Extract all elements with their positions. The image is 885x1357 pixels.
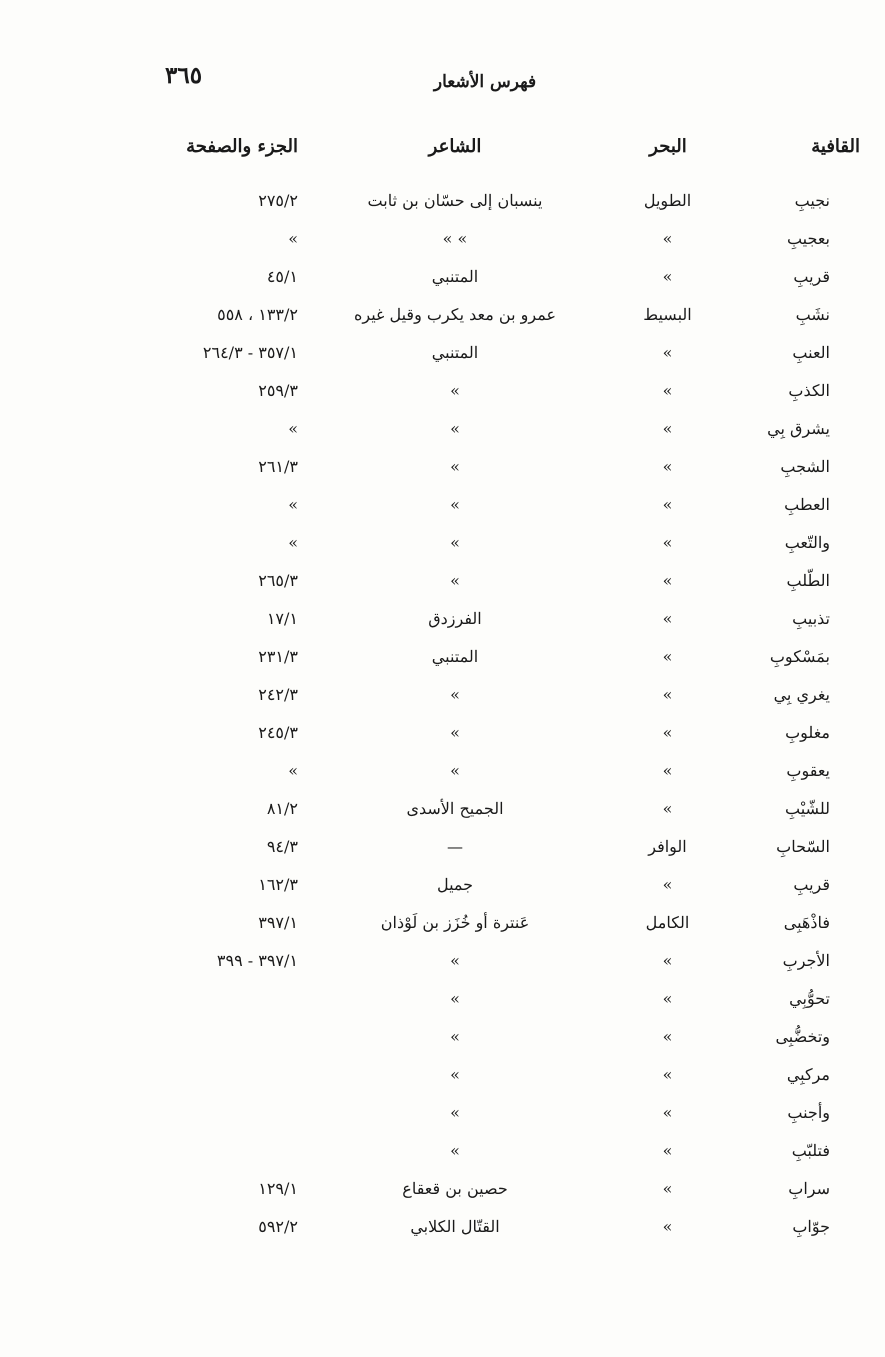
- reference-cell: »: [288, 495, 298, 514]
- poet-cell: »: [450, 723, 460, 742]
- meter-cell: »: [662, 951, 673, 970]
- table-row: [0, 262, 885, 300]
- poet-cell: »: [450, 761, 460, 780]
- table-row: [0, 718, 885, 756]
- rhyme-cell: الأجربِ: [782, 951, 830, 970]
- rhyme-cell: نشَبِ: [795, 305, 830, 324]
- table-row: [0, 680, 885, 718]
- table-row: [0, 566, 885, 604]
- poet-cell: ينسبان إلى حسّان بن ثابت: [367, 191, 543, 210]
- table-row: [0, 224, 885, 262]
- reference-cell: ٣٥٧/١ - ٢٦٤/٣: [202, 343, 298, 362]
- poet-cell: »: [450, 1027, 460, 1046]
- meter-cell: »: [662, 1065, 673, 1084]
- poet-cell: »: [450, 685, 460, 704]
- rhyme-cell: مغلوبِ: [785, 723, 830, 742]
- poetry-index-table: [0, 186, 885, 1250]
- poet-cell: المتنبي: [431, 267, 479, 286]
- rhyme-cell: جوّابِ: [792, 1217, 830, 1236]
- poet-cell: المتنبي: [431, 343, 479, 362]
- table-row: [0, 1136, 885, 1174]
- table-row: [0, 984, 885, 1022]
- table-row: [0, 1098, 885, 1136]
- meter-cell: »: [662, 723, 673, 742]
- page-number: ٣٦٥: [165, 62, 203, 89]
- rhyme-cell: الشجبِ: [780, 457, 830, 476]
- reference-cell: ٥٩٢/٢: [258, 1217, 298, 1236]
- meter-cell: »: [662, 685, 673, 704]
- reference-cell: ١٢٩/١: [258, 1179, 298, 1198]
- table-row: [0, 1022, 885, 1060]
- reference-cell: ٣٩٧/١ - ٣٩٩: [216, 951, 298, 970]
- rhyme-cell: قريبِ: [793, 875, 830, 894]
- meter-cell: »: [662, 1027, 673, 1046]
- table-row: [0, 186, 885, 224]
- meter-cell: »: [662, 989, 673, 1008]
- rhyme-cell: وأجنبِ: [787, 1103, 830, 1122]
- table-row: [0, 452, 885, 490]
- reference-cell: ٢٧٥/٢: [258, 191, 298, 210]
- meter-cell: »: [662, 343, 673, 362]
- rhyme-cell: مركبِي: [786, 1065, 830, 1084]
- meter-cell: »: [662, 609, 673, 628]
- meter-cell: البسيط: [643, 305, 692, 324]
- reference-cell: ١٧/١: [266, 609, 298, 628]
- meter-cell: »: [662, 1141, 673, 1160]
- meter-cell: »: [662, 1103, 673, 1122]
- meter-cell: »: [662, 533, 673, 552]
- poet-cell: »: [450, 381, 460, 400]
- column-header-reference: الجزء والصفحة: [186, 136, 298, 157]
- meter-cell: »: [662, 229, 673, 248]
- table-row: [0, 376, 885, 414]
- column-header-poet: الشاعر: [428, 136, 482, 157]
- poet-cell: —: [447, 837, 463, 856]
- rhyme-cell: العطبِ: [784, 495, 830, 514]
- poet-cell: القتّال الكلابي: [410, 1217, 500, 1236]
- poet-cell: »: [450, 457, 460, 476]
- rhyme-cell: تذبيبِ: [792, 609, 830, 628]
- poet-cell: »: [450, 951, 460, 970]
- rhyme-cell: قريبِ: [793, 267, 830, 286]
- rhyme-cell: يعقوبِ: [786, 761, 830, 780]
- rhyme-cell: وتخضُّبِى: [775, 1027, 830, 1046]
- reference-cell: ٢٦١/٣: [258, 457, 298, 476]
- rhyme-cell: فتلبّبِ: [791, 1141, 830, 1160]
- poet-cell: الجميح الأسدى: [406, 799, 504, 818]
- page-title: فهرس الأشعار: [433, 72, 537, 92]
- poet-cell: عمرو بن معد يكرب وقيل غيره: [353, 305, 556, 324]
- rhyme-cell: نجيبِ: [794, 191, 830, 210]
- rhyme-cell: سرابِ: [788, 1179, 830, 1198]
- reference-cell: ٢٤٥/٣: [258, 723, 298, 742]
- meter-cell: »: [662, 761, 673, 780]
- rhyme-cell: للشّيْبِ: [785, 799, 830, 818]
- meter-cell: »: [662, 1217, 673, 1236]
- poet-cell: »: [450, 1103, 460, 1122]
- table-row: [0, 946, 885, 984]
- table-row: [0, 756, 885, 794]
- meter-cell: »: [662, 1179, 673, 1198]
- poet-cell: » »: [442, 229, 468, 248]
- poet-cell: المتنبي: [431, 647, 479, 666]
- meter-cell: »: [662, 381, 673, 400]
- reference-cell: »: [288, 229, 298, 248]
- table-row: [0, 1174, 885, 1212]
- meter-cell: »: [662, 419, 673, 438]
- rhyme-cell: بعجيبِ: [786, 229, 830, 248]
- reference-cell: ٤٥/١: [266, 267, 298, 286]
- poet-cell: جميل: [436, 875, 474, 894]
- reference-cell: ٩٤/٣: [266, 837, 298, 856]
- rhyme-cell: يغري بِي: [773, 685, 830, 704]
- reference-cell: ١٦٢/٣: [258, 875, 298, 894]
- reference-cell: ١٣٣/٢ ، ٥٥٨: [217, 305, 298, 324]
- reference-cell: »: [288, 533, 298, 552]
- table-row: [0, 642, 885, 680]
- rhyme-cell: يشرق بِي: [767, 419, 830, 438]
- meter-cell: »: [662, 457, 673, 476]
- poet-cell: حصين بن قعقاع: [402, 1179, 508, 1198]
- rhyme-cell: والتّعبِ: [784, 533, 830, 552]
- rhyme-cell: بمَسْكوبِ: [769, 647, 830, 666]
- meter-cell: الكامل: [645, 913, 690, 932]
- meter-cell: »: [662, 875, 673, 894]
- rhyme-cell: فاذْهَبِى: [783, 913, 830, 932]
- table-row: [0, 414, 885, 452]
- poet-cell: »: [450, 533, 460, 552]
- meter-cell: »: [662, 647, 673, 666]
- table-row: [0, 300, 885, 338]
- poet-cell: »: [450, 1141, 460, 1160]
- table-row: [0, 1212, 885, 1250]
- rhyme-cell: السّحابِ: [776, 837, 830, 856]
- meter-cell: الطويل: [643, 191, 692, 210]
- reference-cell: ٢٦٥/٣: [258, 571, 298, 590]
- table-row: [0, 794, 885, 832]
- poet-cell: »: [450, 989, 460, 1008]
- meter-cell: »: [662, 267, 673, 286]
- rhyme-cell: الكذبِ: [788, 381, 830, 400]
- table-row: [0, 338, 885, 376]
- reference-cell: ٢٣١/٣: [258, 647, 298, 666]
- meter-cell: الوافر: [648, 837, 687, 856]
- poet-cell: »: [450, 571, 460, 590]
- poet-cell: »: [450, 419, 460, 438]
- poet-cell: »: [450, 1065, 460, 1084]
- column-header-bahr: البحر: [649, 136, 687, 157]
- poet-cell: عَنترة أو خُزَز بن لَوْذان: [380, 913, 530, 932]
- rhyme-cell: تحوُّبِي: [789, 989, 830, 1008]
- table-row: [0, 832, 885, 870]
- reference-cell: ٢٤٢/٣: [258, 685, 298, 704]
- meter-cell: »: [662, 495, 673, 514]
- table-row: [0, 1060, 885, 1098]
- meter-cell: »: [662, 799, 673, 818]
- column-header-qafiya: القافية: [811, 136, 860, 157]
- poet-cell: »: [450, 495, 460, 514]
- reference-cell: ٣٩٧/١: [258, 913, 298, 932]
- table-row: [0, 870, 885, 908]
- table-row: [0, 604, 885, 642]
- rhyme-cell: العنبِ: [792, 343, 830, 362]
- table-row: [0, 490, 885, 528]
- reference-cell: ٨١/٢: [266, 799, 298, 818]
- reference-cell: ٢٥٩/٣: [258, 381, 298, 400]
- table-row: [0, 528, 885, 566]
- poet-cell: الفرزدق: [428, 609, 482, 628]
- rhyme-cell: الطّلبِ: [786, 571, 830, 590]
- reference-cell: »: [288, 761, 298, 780]
- table-row: [0, 908, 885, 946]
- reference-cell: »: [288, 419, 298, 438]
- meter-cell: »: [662, 571, 673, 590]
